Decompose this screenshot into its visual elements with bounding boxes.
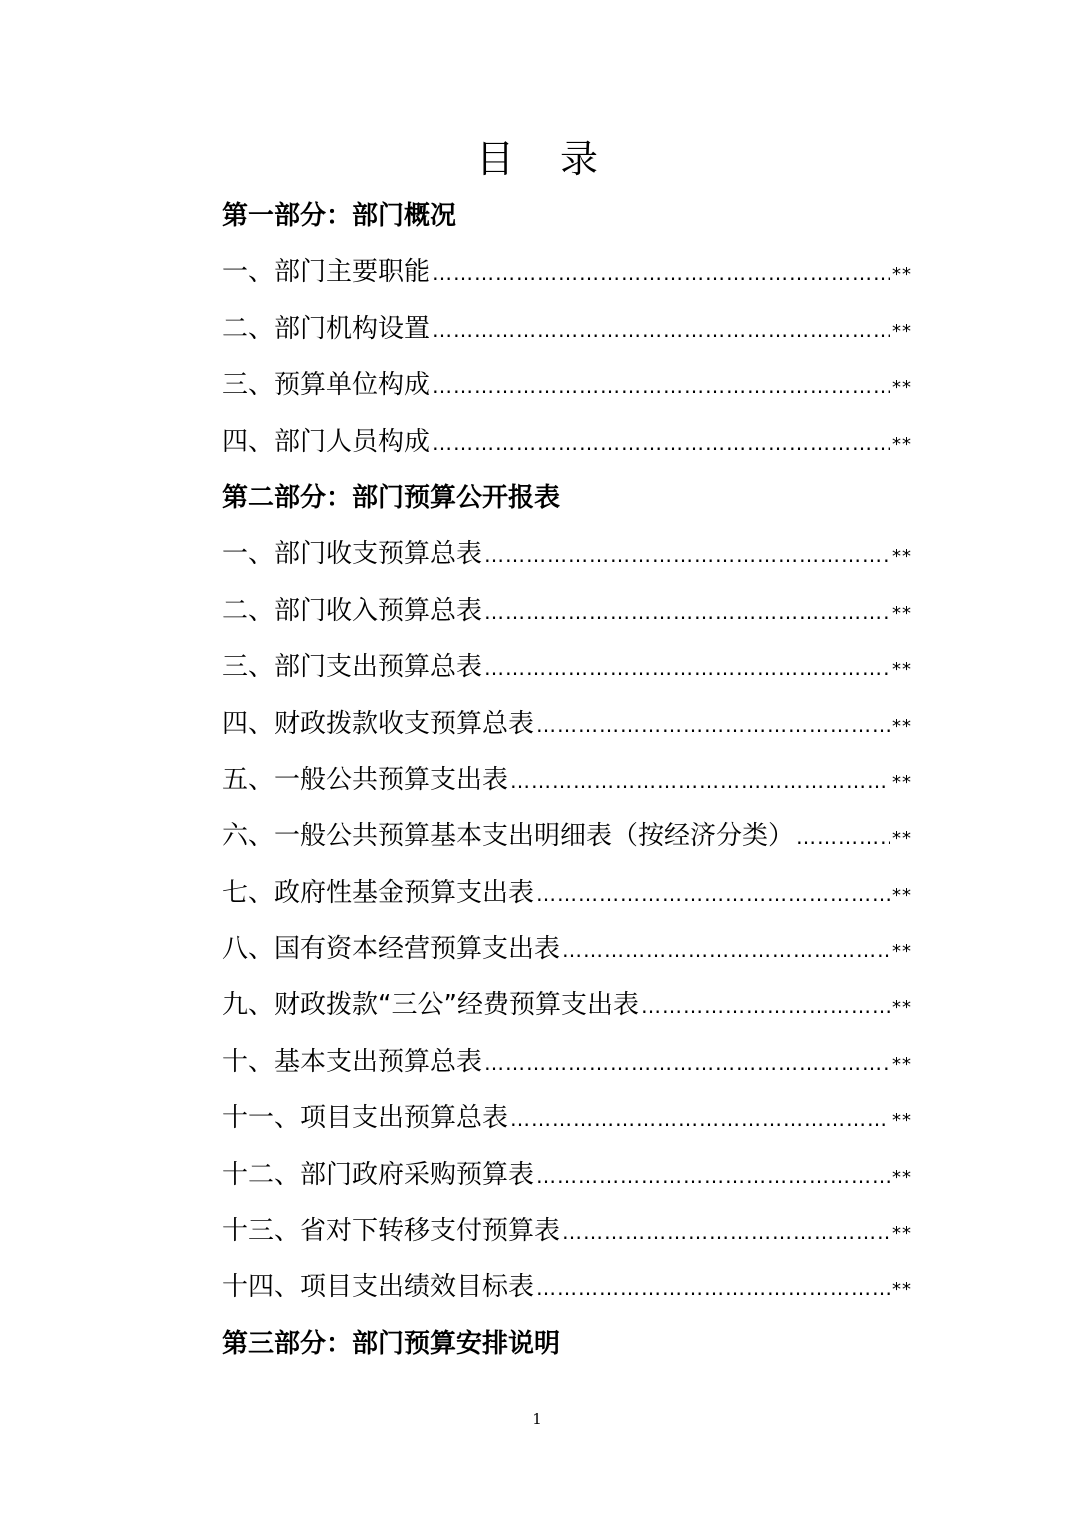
toc-entry-label: 十二、部门政府采购预算表: [222, 1159, 535, 1190]
toc-entry-label: 四、财政拨款收支预算总表: [222, 708, 535, 739]
toc-entry-page: **: [892, 659, 912, 681]
toc-entry-page: **: [892, 1053, 912, 1075]
toc-entry-dept-staffing[interactable]: [222, 422, 912, 478]
toc-entry-table-9[interactable]: [222, 985, 912, 1041]
toc-entry-page: **: [892, 884, 912, 906]
toc-entry-label: 五、一般公共预算支出表: [222, 764, 509, 795]
toc-entry-table-1[interactable]: [222, 534, 912, 590]
dot-leader: [432, 366, 890, 406]
dot-leader: [536, 1156, 890, 1196]
toc-entry-dept-organization[interactable]: [222, 309, 912, 365]
toc-entry-table-3[interactable]: [222, 647, 912, 703]
dot-leader: [510, 761, 890, 801]
toc-entry-label: 四、部门人员构成: [222, 426, 431, 457]
toc-entry-page: **: [892, 771, 912, 793]
toc-entry-table-4[interactable]: [222, 704, 912, 760]
page-title: 目录: [475, 137, 644, 181]
toc-entry-label: 十四、项目支出绩效目标表: [222, 1272, 535, 1303]
toc-entry-table-8[interactable]: [222, 929, 912, 985]
dot-leader: [484, 535, 890, 575]
toc-entry-page: **: [892, 1223, 912, 1245]
dot-leader: [484, 648, 890, 688]
toc-entry-label: 十三、省对下转移支付预算表: [222, 1216, 561, 1247]
dot-leader: [536, 705, 890, 745]
toc-entry-label: 三、预算单位构成: [222, 370, 431, 401]
toc-entry-label: 八、国有资本经营预算支出表: [222, 934, 561, 965]
toc-entry-page: **: [892, 715, 912, 737]
toc-entry-page: **: [892, 264, 912, 286]
toc-entry-table-10[interactable]: [222, 1042, 912, 1098]
toc-entry-label: 十一、项目支出预算总表: [222, 1103, 509, 1134]
toc-entry-dept-functions[interactable]: [222, 252, 912, 308]
dot-leader: [484, 1043, 890, 1083]
toc-entry-table-14[interactable]: [222, 1267, 912, 1323]
toc-entry-page: **: [892, 941, 912, 963]
toc-entry-page: **: [892, 828, 912, 850]
toc-entry-label: 一、部门收支预算总表: [222, 539, 483, 570]
toc-entry-page: **: [892, 602, 912, 624]
toc-entry-budget-units[interactable]: [222, 365, 912, 421]
toc-entry-label: 二、部门机构设置: [222, 313, 431, 344]
dot-leader: [484, 592, 890, 632]
section-heading-part-3[interactable]: 第三部分：部门预算安排说明: [222, 1328, 561, 1359]
toc-entry-table-5[interactable]: [222, 760, 912, 816]
toc-entry-table-2[interactable]: [222, 591, 912, 647]
dot-leader: [641, 986, 890, 1026]
dot-leader: [432, 310, 890, 350]
toc-entry-table-11[interactable]: [222, 1098, 912, 1154]
dot-leader: [562, 1212, 890, 1252]
table-of-contents: [222, 196, 912, 1380]
toc-entry-label: 十、基本支出预算总表: [222, 1046, 483, 1077]
toc-entry-page: **: [892, 377, 912, 399]
dot-leader: [536, 874, 890, 914]
dot-leader: [796, 817, 890, 857]
toc-entry-table-12[interactable]: [222, 1155, 912, 1211]
section-heading-part-1[interactable]: 第一部分：部门概况: [222, 201, 457, 231]
page-number: 1: [532, 1410, 542, 1428]
toc-entry-page: **: [892, 1166, 912, 1188]
toc-entry-table-13[interactable]: [222, 1211, 912, 1267]
toc-entry-label: 二、部门收入预算总表: [222, 595, 483, 626]
section-heading-part-2[interactable]: 第二部分：部门预算公开报表: [222, 482, 561, 513]
dot-leader: [562, 930, 890, 970]
toc-entry-table-7[interactable]: [222, 873, 912, 929]
toc-entry-page: **: [892, 433, 912, 455]
dot-leader: [510, 1099, 890, 1139]
toc-entry-label: 九、财政拨款“三公”经费预算支出表: [222, 990, 639, 1021]
toc-entry-page: **: [892, 320, 912, 342]
toc-entry-page: **: [892, 1279, 912, 1301]
toc-entry-page: **: [892, 546, 912, 568]
toc-entry-page: **: [892, 997, 912, 1019]
dot-leader: [432, 423, 890, 463]
toc-entry-label: 三、部门支出预算总表: [222, 652, 483, 683]
toc-entry-label: 六、一般公共预算基本支出明细表（按经济分类）: [222, 821, 795, 852]
toc-entry-label: 七、政府性基金预算支出表: [222, 877, 535, 908]
toc-entry-page: **: [892, 1110, 912, 1132]
toc-entry-label: 一、部门主要职能: [222, 257, 431, 288]
toc-entry-table-6[interactable]: [222, 816, 912, 872]
dot-leader: [432, 253, 890, 293]
dot-leader: [536, 1268, 890, 1308]
